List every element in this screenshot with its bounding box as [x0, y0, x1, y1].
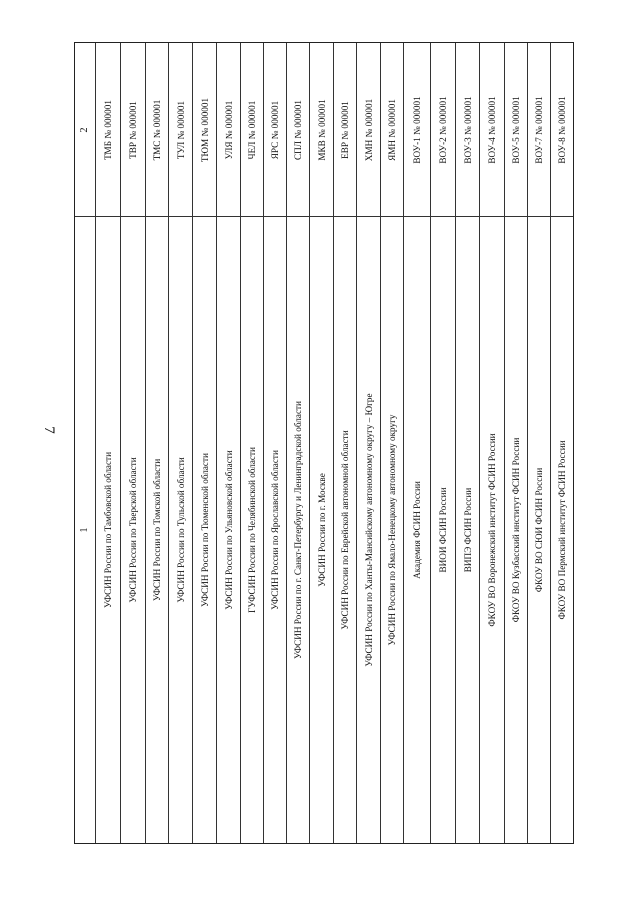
code-cell: ХМН № 000001	[363, 98, 374, 162]
code-cell: ВОУ-1 № 000001	[412, 96, 422, 164]
name-cell: ФКОУ ВО Воронежский институт ФСИН России	[487, 433, 497, 627]
table-row	[357, 43, 381, 843]
name-cell: УФСИН России по Томской области	[152, 458, 162, 602]
table-row	[431, 43, 456, 843]
code-cell: ВОУ-2 № 000001	[438, 96, 448, 164]
name-cell: ФКОУ ВО СЮИ ФСИН России	[534, 467, 544, 593]
code-cell: УЛЯ № 000001	[223, 100, 234, 160]
table-row	[404, 43, 431, 843]
code-cell: ТЮМ № 000001	[199, 97, 210, 163]
table-row	[96, 43, 121, 843]
name-cell: УФСИН России по Еврейской автономной области	[340, 430, 350, 630]
table-row	[217, 43, 241, 843]
name-cell: ФКОУ ВО Кузбасский институт ФСИН России	[511, 437, 521, 623]
name-cell: ФКОУ ВО Пермский институт ФСИН России	[557, 440, 567, 620]
code-cell: СПЛ № 000001	[293, 100, 303, 160]
code-cell: МКВ № 000001	[316, 99, 327, 161]
name-cell: УФСИН России по Ямало-Ненецкому автономному округу	[387, 414, 397, 646]
name-cell: УФСИН России по Ульяновской области	[223, 450, 234, 610]
name-cell: ГУФСИН России по Челябинской области	[247, 447, 257, 613]
page-number: 7	[41, 426, 57, 434]
code-cell: ЕВР № 000001	[340, 101, 350, 159]
name-cell: УФСИН России по Ярославской области	[270, 450, 280, 610]
table-row	[193, 43, 217, 843]
table-row	[334, 43, 357, 843]
code-cell: ТМБ № 000001	[103, 100, 113, 160]
name-cell: ВИОИ ФСИН России	[438, 487, 448, 573]
table-row	[551, 43, 573, 843]
name-cell: УФСИН России по г. Санкт-Петербургу и Ленинградской области	[293, 401, 303, 659]
header-col1: 1	[79, 527, 90, 533]
table-row	[169, 43, 193, 843]
table-row	[287, 43, 310, 843]
code-cell: ЯРС № 000001	[270, 100, 280, 160]
table-row	[310, 43, 334, 843]
table-row	[264, 43, 287, 843]
codes-table	[74, 42, 574, 844]
name-cell: УФСИН России по г. Москве	[316, 473, 327, 587]
code-cell: ВОУ-3 № 000001	[462, 96, 473, 164]
table-row	[528, 43, 551, 843]
table-row	[381, 43, 404, 843]
code-cell: ТВР № 000001	[128, 101, 138, 159]
name-cell: УФСИН России по Тюменской области	[199, 453, 210, 607]
table-row	[121, 43, 146, 843]
header-col2: 2	[79, 127, 90, 133]
table-row	[456, 43, 480, 843]
code-cell: ВОУ-7 № 000001	[534, 96, 544, 164]
name-cell: УФСИН России по Ханты-Мансийскому автономному округу – Югре	[363, 393, 374, 667]
name-cell: УФСИН России по Тамбовской области	[103, 452, 113, 608]
table-row	[505, 43, 528, 843]
code-cell: ЧЕЛ № 000001	[247, 100, 257, 160]
table-header-row	[75, 43, 96, 843]
code-cell: ТМС № 000001	[152, 99, 162, 161]
name-cell: УФСИН России по Тульской области	[175, 457, 186, 603]
code-cell: ВОУ-5 № 000001	[511, 96, 521, 164]
code-cell: ВОУ-8 № 000001	[557, 96, 567, 164]
table-row	[241, 43, 264, 843]
name-cell: Академия ФСИН России	[412, 481, 422, 579]
name-cell: УФСИН России по Тверской области	[128, 457, 138, 603]
name-cell: ВИПЭ ФСИН России	[462, 487, 473, 573]
code-cell: ВОУ-4 № 000001	[487, 96, 497, 164]
code-cell: ТУЛ № 000001	[175, 100, 186, 160]
table-row	[480, 43, 505, 843]
table-row	[146, 43, 169, 843]
code-cell: ЯМН № 000001	[387, 99, 397, 161]
